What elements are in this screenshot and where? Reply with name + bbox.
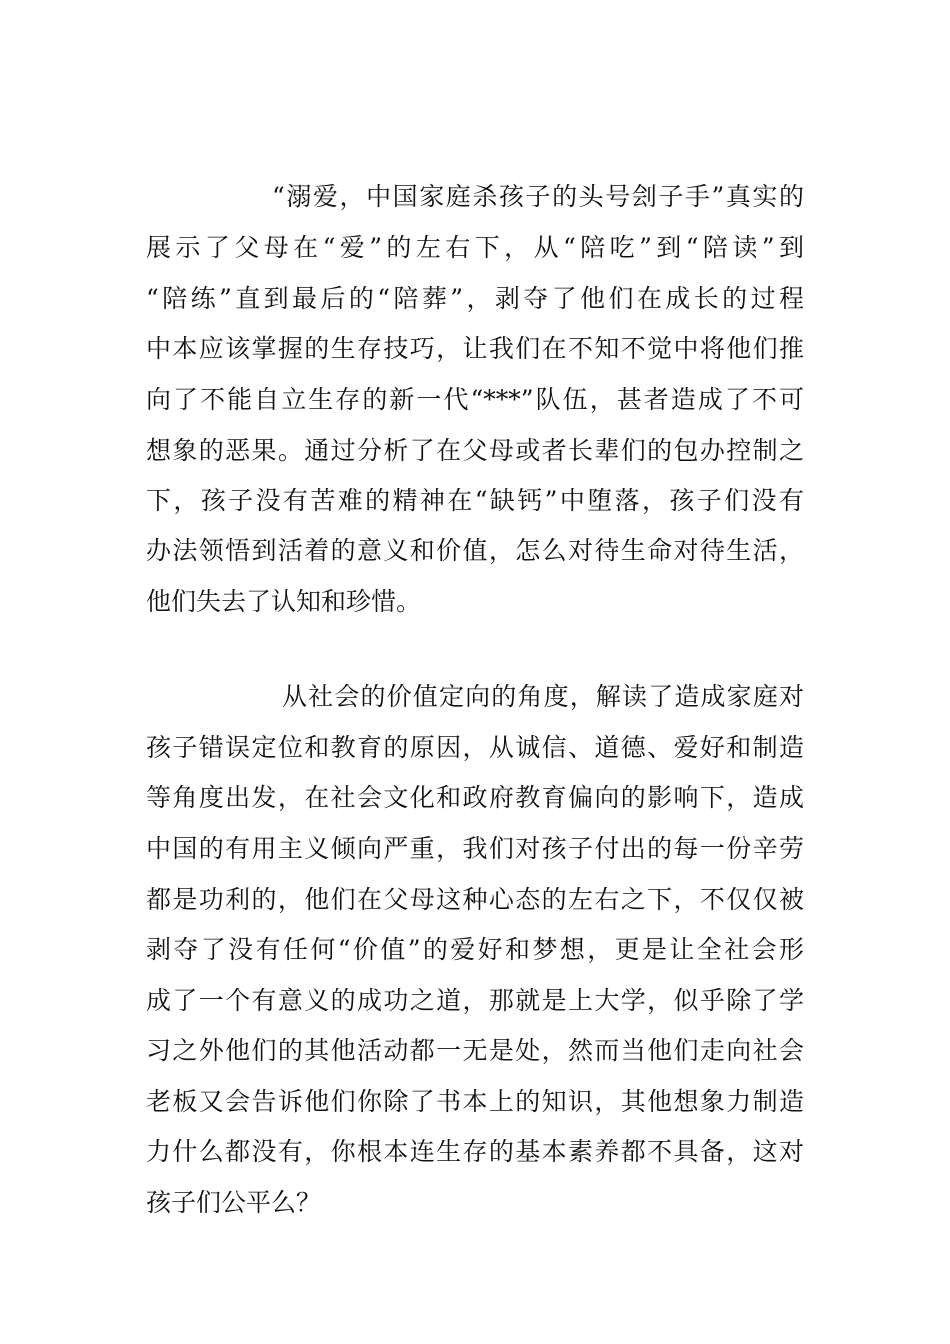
paragraph-line: 展示了父母在“爱”的左右下，从“陪吃”到“陪读”到: [146, 233, 804, 262]
paragraph-line: 习之外他们的其他活动都一无是处，然而当他们走向社会: [146, 1036, 804, 1065]
paragraph-line: 孩子错误定位和教育的原因，从诚信、道德、爱好和制造: [146, 733, 804, 762]
paragraph-line: 中国的有用主义倾向严重，我们对孩子付出的每一份辛劳: [146, 834, 804, 863]
paragraph-line: 都是功利的，他们在父母这种心态的左右之下，不仅仅被: [146, 885, 804, 914]
paragraph-line: “溺爱，中国家庭杀孩子的头号刽子手”真实的: [272, 182, 804, 211]
paragraph-line: “陪练”直到最后的“陪葬”，剥夺了他们在成长的过程: [146, 284, 804, 313]
paragraph-line: 孩子们公平么？: [146, 1188, 322, 1217]
paragraph-line: 老板又会告诉他们你除了书本上的知识，其他想象力制造: [146, 1087, 804, 1116]
paragraph-line: 力什么都没有，你根本连生存的基本素养都不具备，这对: [146, 1137, 804, 1166]
paragraph-line: 成了一个有意义的成功之道，那就是上大学，似乎除了学: [146, 986, 804, 1015]
paragraph-line: 中本应该掌握的生存技巧，让我们在不知不觉中将他们推: [146, 334, 804, 363]
paragraph-line: 想象的恶果。通过分析了在父母或者长辈们的包办控制之: [146, 436, 804, 465]
paragraph-line: 向了不能自立生存的新一代“***”队伍，甚者造成了不可: [146, 385, 804, 414]
paragraph-line: 办法领悟到活着的意义和价值，怎么对待生命对待生活，: [146, 536, 804, 565]
paragraph-line: 剥夺了没有任何“价值”的爱好和梦想，更是让全社会形: [146, 935, 804, 964]
paragraph-line: 他们失去了认知和珍惜。: [146, 587, 422, 616]
paragraph-line: 从社会的价值定向的角度，解读了造成家庭对: [282, 682, 804, 711]
paragraph-line: 等角度出发，在社会文化和政府教育偏向的影响下，造成: [146, 783, 804, 812]
paragraph-line: 下，孩子没有苦难的精神在“缺钙”中堕落，孩子们没有: [146, 486, 804, 515]
